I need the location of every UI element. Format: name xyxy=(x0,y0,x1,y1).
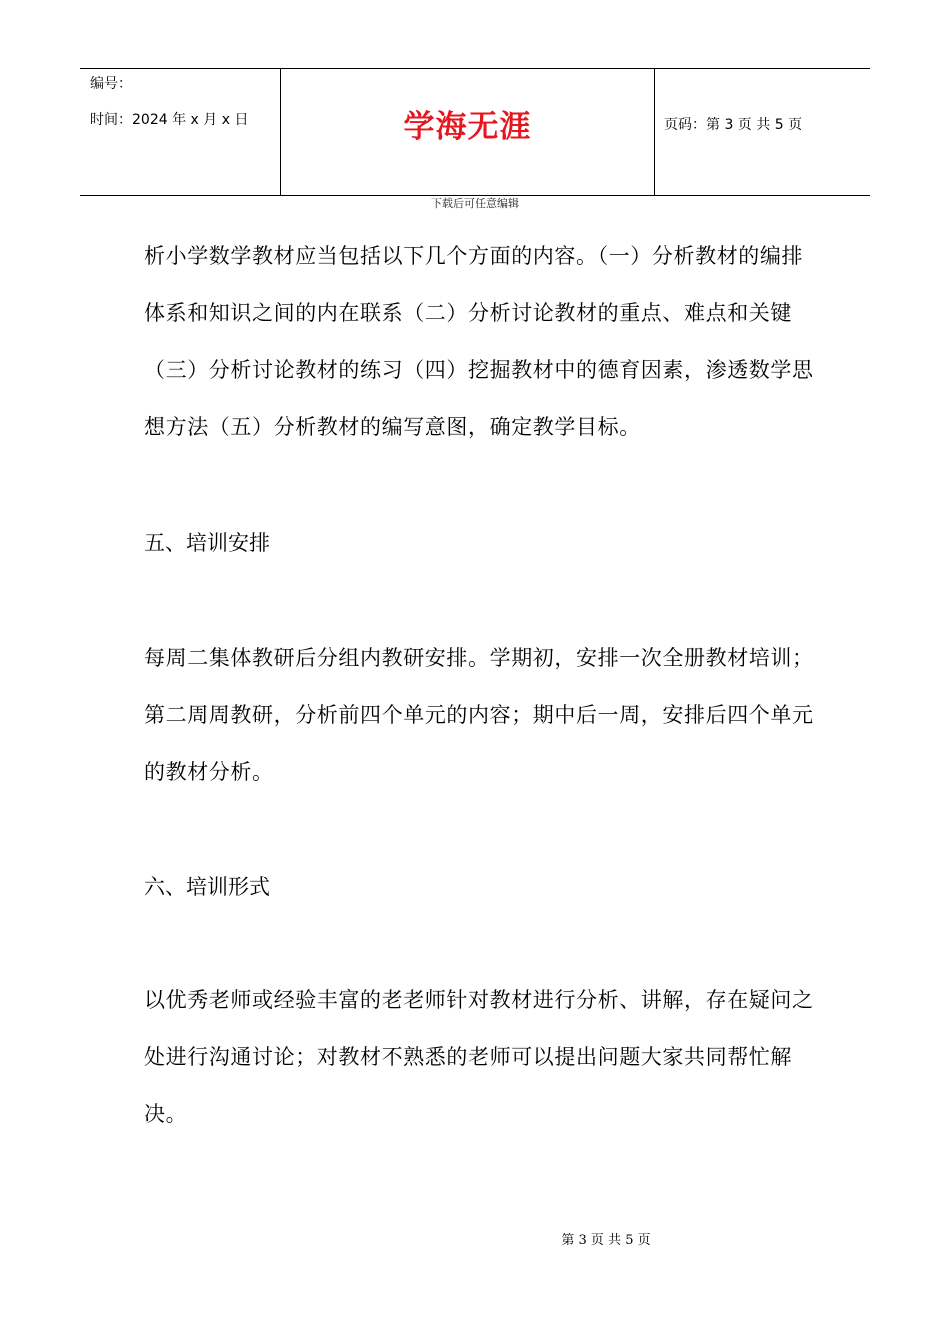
section-heading: 六、培训形式 xyxy=(144,875,270,899)
body-paragraph: 每周二集体教研后分组内教研安排。学期初，安排一次全册教材培训；第二周周教研，分析前四个单元的内容；期中后一周，安排后四个单元的教材分析。 xyxy=(144,646,814,784)
document-date-label: 时间：2024 年 x 月 x 日 xyxy=(90,112,249,128)
section-heading: 五、培训安排 xyxy=(144,531,270,555)
brand-title: 学海无涯 xyxy=(403,109,532,145)
body-paragraph: 析小学数学教材应当包括以下几个方面的内容。（一）分析教材的编排体系和知识之间的内在联系（二）分析讨论教材的重点、难点和关键（三）分析讨论教材的练习（四）挖掘教材中的德育因素，渗透数学思想方法（五）分析教材的编写意图，确定教学目标。 xyxy=(144,244,814,439)
download-note: 下载后可任意编辑 xyxy=(431,197,519,210)
document-header-table xyxy=(80,68,870,196)
header-divider xyxy=(654,69,655,195)
body-paragraph: 以优秀老师或经验丰富的老老师针对教材进行分析、讲解，存在疑问之处进行沟通讨论；对教材不熟悉的老师可以提出问题大家共同帮忙解决。 xyxy=(144,988,814,1126)
page-indicator: 页码：第 3 页 共 5 页 xyxy=(664,117,803,133)
page-footer: 第 3 页 共 5 页 xyxy=(561,1233,651,1248)
document-code-label: 编号： xyxy=(90,76,132,92)
